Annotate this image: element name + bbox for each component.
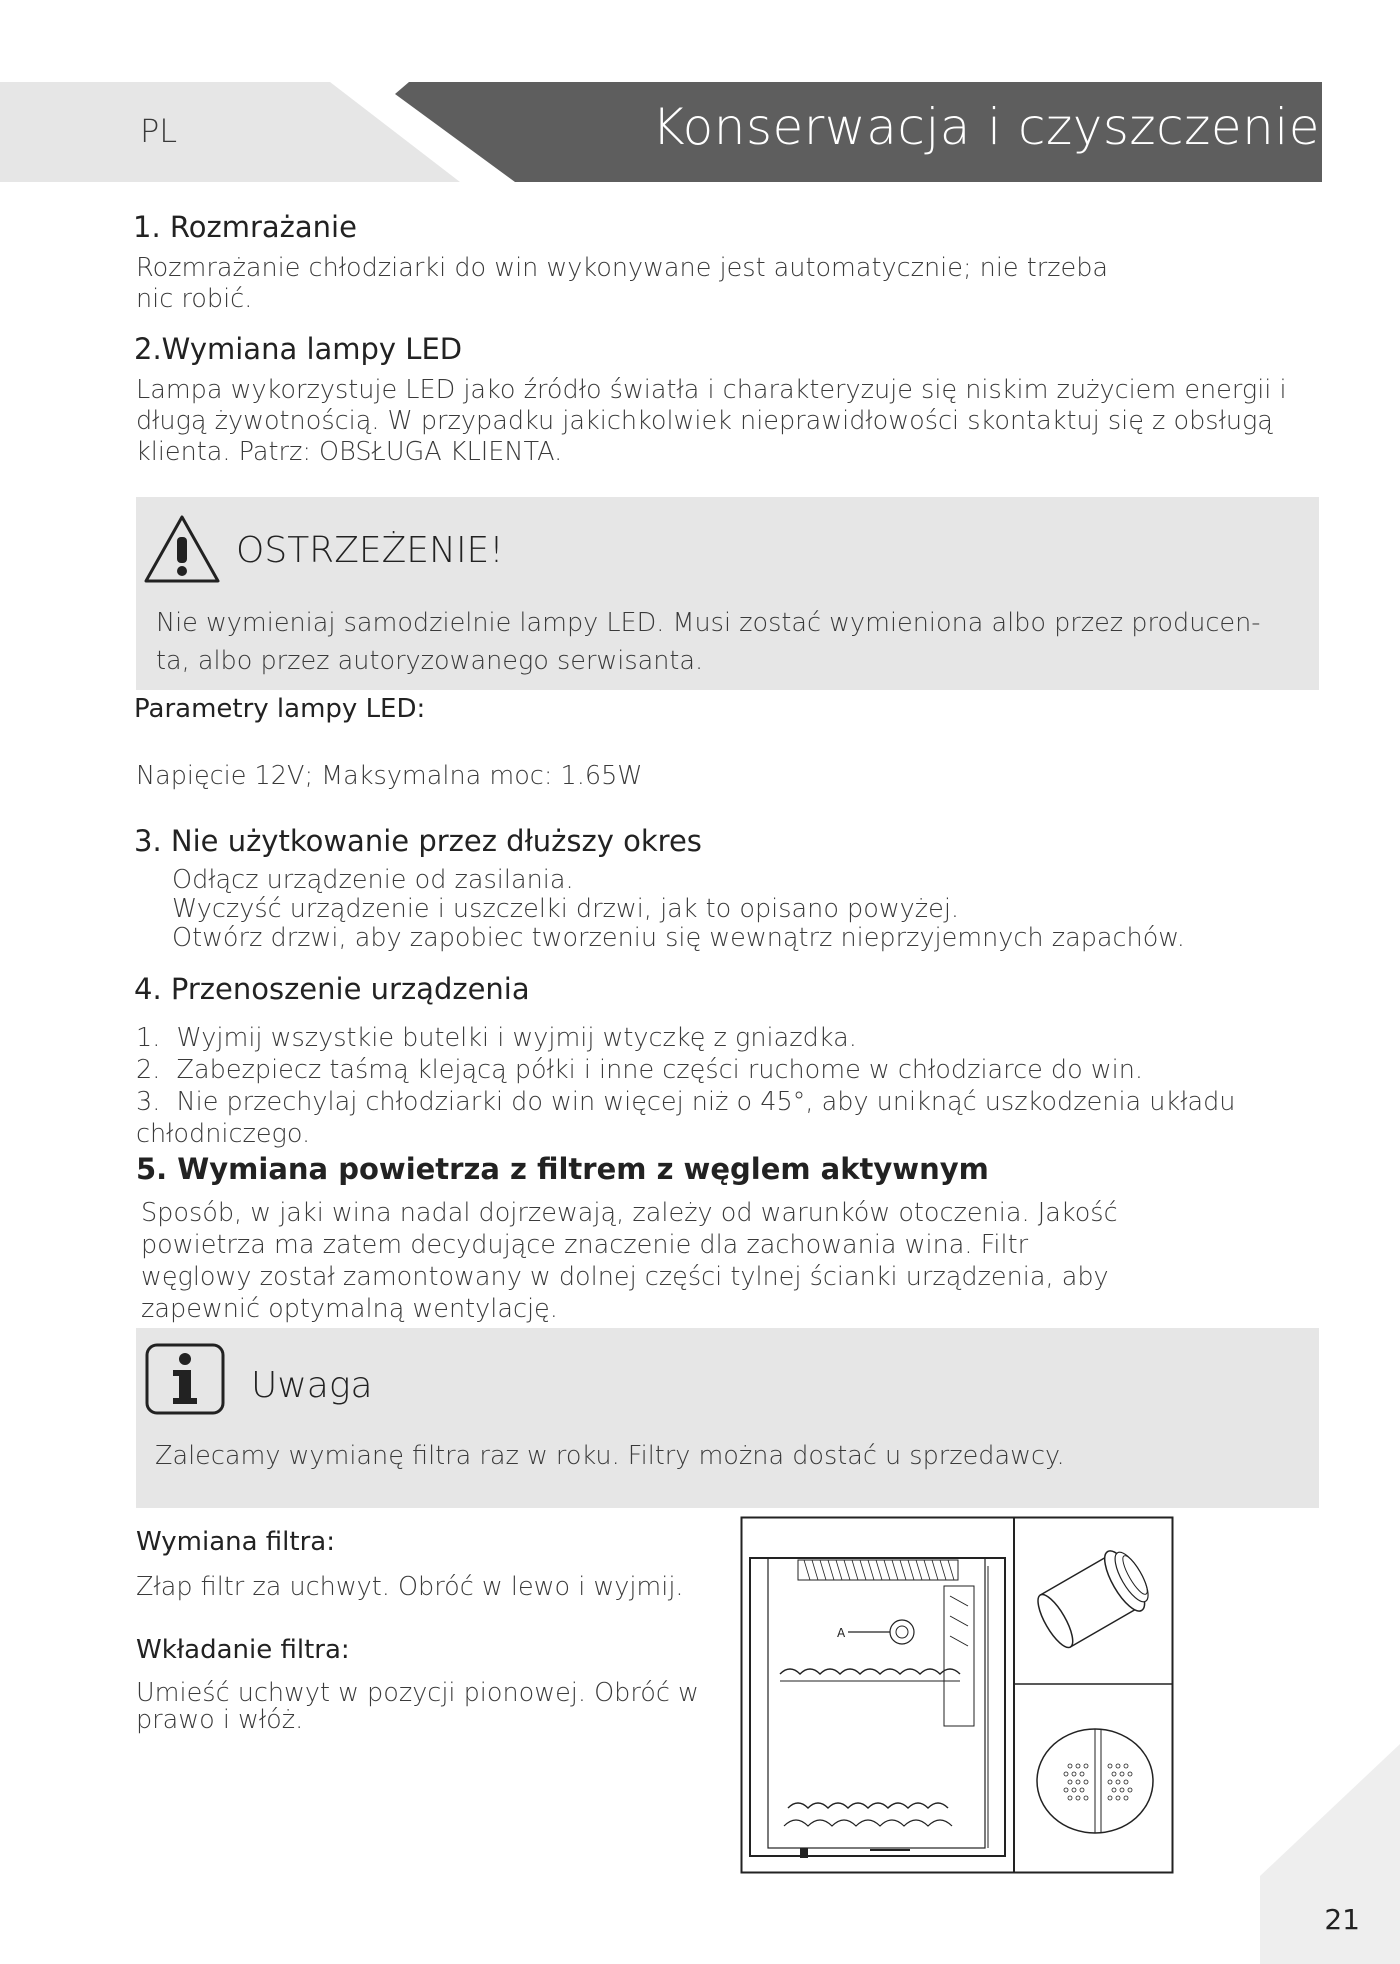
text-line: ta, albo przez autoryzowanego serwisanta. xyxy=(156,646,704,676)
text-line: Odłącz urządzenie od zasilania. xyxy=(172,865,574,895)
section-heading-led: 2.Wymiana lampy LED xyxy=(134,332,463,366)
note-box xyxy=(136,1328,1319,1508)
led-params-heading: Parametry lampy LED: xyxy=(134,694,426,724)
section-text-storage xyxy=(172,866,1185,953)
text-line: Wyczyść urządzenie i uszczelki drzwi, jak to opisano powyżej. xyxy=(172,894,960,924)
warning-text xyxy=(156,604,1260,680)
figure-label-a: A xyxy=(837,1626,846,1640)
text-line: węglowy został zamontowany w dolnej części tylnej ścianki urządzenia, aby xyxy=(141,1262,1109,1292)
section-text-defrost xyxy=(136,253,1108,315)
info-icon xyxy=(144,1342,226,1416)
list-item: 3. Nie przechylaj chłodziarki do win więcej niż o 45°, aby uniknąć uszkodzenia układu xyxy=(136,1087,1236,1117)
text-line: Umieść uchwyt w pozycji pionowej. Obróć w xyxy=(136,1678,699,1708)
section-text-led xyxy=(136,375,1287,468)
text-line: Rozmrażanie chłodziarki do win wykonywane jest automatycznie; nie trzeba xyxy=(136,253,1109,283)
note-text: Zalecamy wymianę filtra raz w roku. Filtry można dostać u sprzedawcy. xyxy=(155,1441,1065,1471)
section-heading-filter: 5. Wymiana powietrza z filtrem z węglem aktywnym xyxy=(136,1152,989,1186)
list-item: 1. Wyjmij wszystkie butelki i wyjmij wtyczkę z gniazdka. xyxy=(136,1023,857,1053)
text-line: Sposób, w jaki wina nadal dojrzewają, zależy od warunków otoczenia. Jakość xyxy=(141,1198,1118,1228)
text-line: Lampa wykorzystuje LED jako źródło światła i charakteryzuje się niskim zużyciem energii i xyxy=(136,375,1287,405)
language-label: PL xyxy=(140,112,178,150)
section-list-moving xyxy=(136,1022,1235,1150)
text-line: nic robić. xyxy=(136,284,253,314)
led-params-value: Napięcie 12V; Maksymalna moc: 1.65W xyxy=(136,761,643,791)
filter-replace-heading: Wymiana filtra: xyxy=(136,1527,335,1557)
list-item: chłodniczego. xyxy=(136,1119,311,1149)
note-title: Uwaga xyxy=(251,1365,373,1406)
section-text-filter xyxy=(141,1197,1118,1325)
text-line: klienta. Patrz: OBSŁUGA KLIENTA. xyxy=(136,437,563,467)
warning-title: OSTRZEŻENIE! xyxy=(236,530,504,571)
section-heading-moving: 4. Przenoszenie urządzenia xyxy=(134,972,530,1006)
list-item: 2. Zabezpiecz taśmą klejącą półki i inne części ruchome w chłodziarce do win. xyxy=(136,1055,1144,1085)
text-line: prawo i włóż. xyxy=(136,1705,304,1735)
text-line: Nie wymieniaj samodzielnie lampy LED. Musi zostać wymieniona albo przez producen- xyxy=(156,608,1261,638)
filter-insert-heading: Wkładanie filtra: xyxy=(136,1635,350,1665)
text-line: zapewnić optymalną wentylację. xyxy=(141,1294,558,1324)
text-line: Otwórz drzwi, aby zapobiec tworzeniu się wewnątrz nieprzyjemnych zapachów. xyxy=(172,923,1185,953)
filter-figure xyxy=(740,1516,1174,1874)
filter-replace-text: Złap filtr za uchwyt. Obróć w lewo i wyjmij. xyxy=(136,1572,684,1602)
text-line: długą żywotnością. W przypadku jakichkolwiek nieprawidłowości skontaktuj się z obsługą xyxy=(136,406,1273,436)
section-heading-defrost: 1. Rozmrażanie xyxy=(133,210,357,244)
language-tab xyxy=(0,82,460,182)
section-heading-storage: 3. Nie użytkowanie przez dłuższy okres xyxy=(134,824,702,858)
page-number: 21 xyxy=(1324,1903,1360,1936)
warning-triangle-icon xyxy=(143,513,221,585)
filter-insert-text xyxy=(136,1680,699,1734)
text-line: powietrza ma zatem decydujące znaczenie dla zachowania wina. Filtr xyxy=(141,1230,1029,1260)
page-title: Konserwacja i czyszczenie xyxy=(651,98,1320,156)
